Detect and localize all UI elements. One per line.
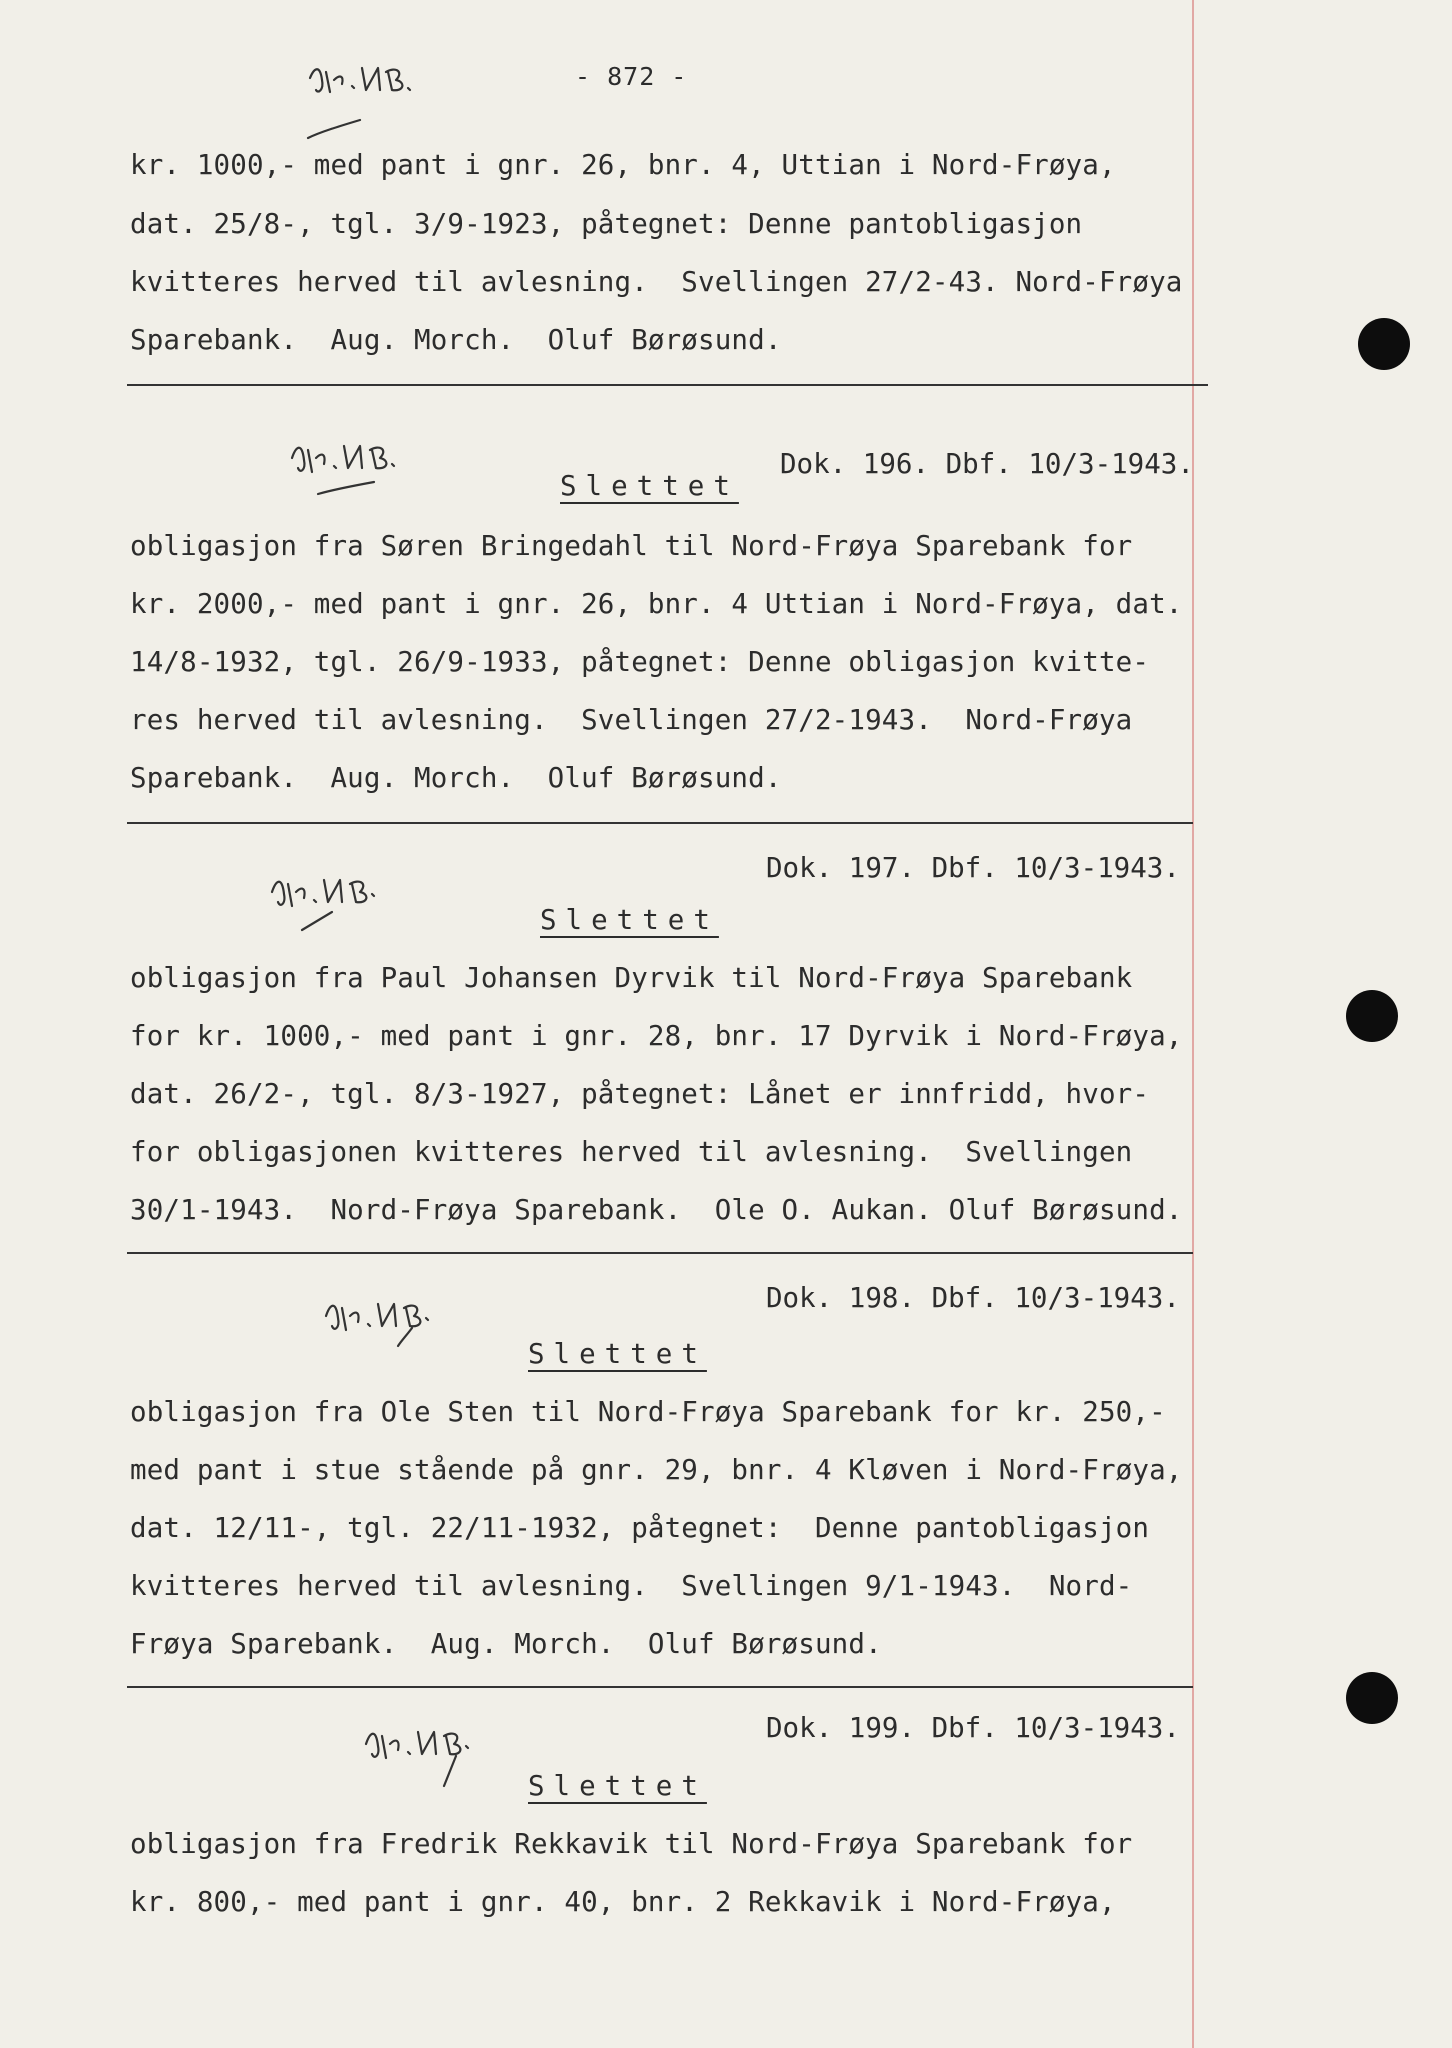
entry-text-line: obligasjon fra Ole Sten til Nord-Frøya Sparebank for kr. 250,- [130,1396,1166,1428]
entry-divider [127,384,1208,386]
entry-text-line: dat. 12/11-, tgl. 22/11-1932, påtegnet: Denne pantobligasjon [130,1512,1150,1544]
entry-heading: Slettet [540,904,719,936]
entry-text-line: 14/8-1932, tgl. 26/9-1933, påtegnet: Denne obligasjon kvitte- [130,646,1150,678]
handwritten-stamp [282,428,442,518]
entry-text-line: med pant i stue stående på gnr. 29, bnr. 4 Kløven i Nord-Frøya, [130,1454,1183,1486]
entry-text-line: kr. 2000,- med pant i gnr. 26, bnr. 4 Uttian i Nord-Frøya, dat. [130,588,1183,620]
punch-hole [1346,1672,1398,1724]
entry-text-line: obligasjon fra Paul Johansen Dyrvik til Nord-Frøya Sparebank [130,962,1133,994]
entry-heading: Slettet [528,1338,707,1370]
entry-text-line: dat. 26/2-, tgl. 8/3-1927, påtegnet: Lånet er innfridd, hvor- [130,1078,1150,1110]
punch-hole [1346,990,1398,1042]
entry-text-line: Frøya Sparebank. Aug. Morch. Oluf Børøsund. [130,1628,882,1660]
handwritten-stamp [300,50,480,140]
entry-text-line: dat. 25/8-, tgl. 3/9-1923, påtegnet: Denne pantobligasjon [130,208,1083,240]
entry-text-line: Sparebank. Aug. Morch. Oluf Børøsund. [130,324,782,356]
entry-text-line: 30/1-1943. Nord-Frøya Sparebank. Ole O. Aukan. Oluf Børøsund. [130,1194,1183,1226]
punch-hole [1358,318,1410,370]
handwritten-stamp [262,860,422,950]
page-number: - 872 - [575,62,688,91]
document-reference: Dok. 199. Dbf. 10/3-1943. [766,1712,1180,1744]
entry-text-line: kr. 800,- med pant i gnr. 40, bnr. 2 Rekkavik i Nord-Frøya, [130,1886,1116,1918]
entry-divider [127,1252,1193,1254]
entry-text-line: kvitteres herved til avlesning. Svellingen 9/1-1943. Nord- [130,1570,1133,1602]
entry-text-line: Sparebank. Aug. Morch. Oluf Børøsund. [130,762,782,794]
document-reference: Dok. 198. Dbf. 10/3-1943. [766,1282,1180,1314]
document-reference: Dok. 197. Dbf. 10/3-1943. [766,852,1180,884]
handwritten-stamp [316,1284,476,1374]
entry-divider [127,822,1193,824]
document-reference: Dok. 196. Dbf. 10/3-1943. [780,448,1194,480]
entry-text-line: for obligasjonen kvitteres herved til avlesning. Svellingen [130,1136,1133,1168]
entry-text-line: obligasjon fra Fredrik Rekkavik til Nord-Frøya Sparebank for [130,1828,1133,1860]
entry-text-line: kr. 1000,- med pant i gnr. 26, bnr. 4, Uttian i Nord-Frøya, [130,149,1116,181]
entry-text-line: obligasjon fra Søren Bringedahl til Nord-Frøya Sparebank for [130,530,1133,562]
handwritten-stamp [356,1712,516,1802]
entry-text-line: res herved til avlesning. Svellingen 27/2-1943. Nord-Frøya [130,704,1133,736]
entry-heading: Slettet [528,1770,707,1802]
entry-divider [127,1686,1193,1688]
entry-text-line: kvitteres herved til avlesning. Svellingen 27/2-43. Nord-Frøya [130,266,1183,298]
entry-text-line: for kr. 1000,- med pant i gnr. 28, bnr. 17 Dyrvik i Nord-Frøya, [130,1020,1183,1052]
entry-heading: Slettet [560,470,739,502]
margin-line [1192,0,1194,2048]
